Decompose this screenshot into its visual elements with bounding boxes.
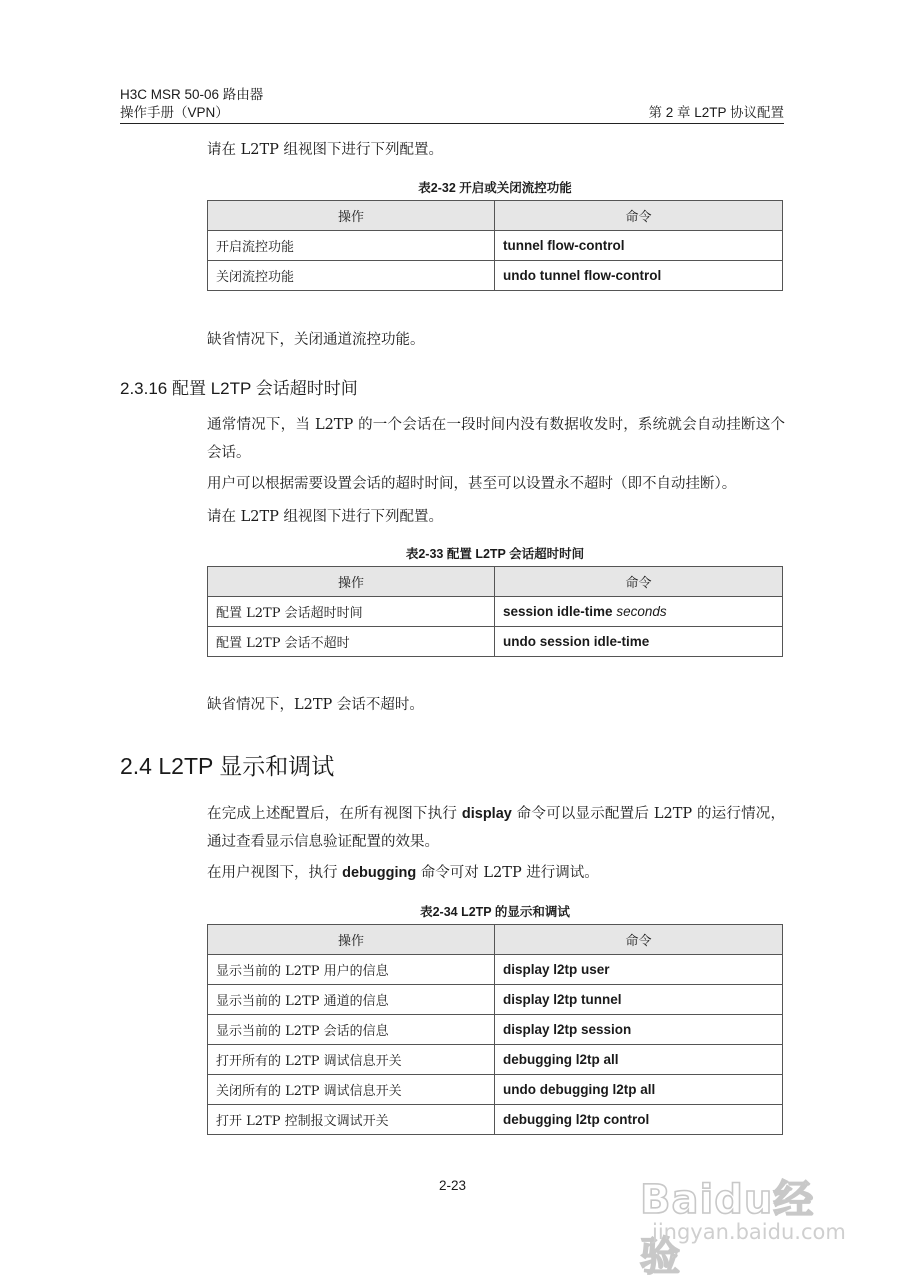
column-header-command: 命令 — [495, 201, 783, 231]
command-cell: undo debugging l2tp all — [495, 1075, 783, 1105]
column-header-operation: 操作 — [208, 925, 495, 955]
operation-cell: 配置 L2TP 会话不超时 — [208, 627, 495, 657]
command-cell: undo session idle-time — [495, 627, 783, 657]
table-row — [208, 627, 783, 657]
operation-cell: 关闭所有的 L2TP 调试信息开关 — [208, 1075, 495, 1105]
command-cell: undo tunnel flow-control — [495, 261, 783, 291]
table-row — [208, 261, 783, 291]
command-cell: tunnel flow-control — [495, 231, 783, 261]
block1-intro: 请在 L2TP 组视图下进行下列配置。 — [207, 142, 443, 158]
paragraph-text: 在完成上述配置后，在所有视图下执行 — [207, 806, 462, 822]
operation-cell: 关闭流控功能 — [208, 261, 495, 291]
paragraph-text: 命令可对 L2TP 进行调试。 — [416, 865, 599, 881]
section-2-3-16-note: 缺省情况下，L2TP 会话不超时。 — [207, 697, 424, 713]
command-text: session idle-time — [503, 604, 613, 619]
section-2-3-16-paragraph-2: 用户可以根据需要设置会话的超时时间，甚至可以设置永不超时（即不自动挂断）。 — [207, 476, 737, 492]
section-2-3-16-paragraph-3: 请在 L2TP 组视图下进行下列配置。 — [207, 509, 443, 525]
operation-cell: 开启流控功能 — [208, 231, 495, 261]
header-chapter: 第 2 章 L2TP 协议配置 — [648, 105, 784, 120]
paragraph-text: 在用户视图下，执行 — [207, 865, 343, 881]
column-header-command: 命令 — [495, 925, 783, 955]
section-2-4-paragraph-1 — [207, 800, 785, 856]
operation-cell: 打开所有的 L2TP 调试信息开关 — [208, 1045, 495, 1075]
table-2-32 — [207, 200, 783, 291]
table-2-34-caption: 表2-34 L2TP 的显示和调试 — [420, 905, 570, 919]
watermark-url: jingyan.baidu.com — [652, 1220, 846, 1244]
section-2-4-paragraph-2 — [207, 859, 785, 887]
table-row — [208, 1015, 783, 1045]
keyword-debugging: debugging — [342, 865, 417, 881]
section-2-3-16-heading: 2.3.16 配置 L2TP 会话超时时间 — [120, 379, 358, 398]
header-rule — [120, 123, 784, 124]
operation-cell: 显示当前的 L2TP 用户的信息 — [208, 955, 495, 985]
table-header-row — [208, 925, 783, 955]
column-header-command: 命令 — [495, 567, 783, 597]
operation-cell: 配置 L2TP 会话超时时间 — [208, 597, 495, 627]
operation-cell: 显示当前的 L2TP 通道的信息 — [208, 985, 495, 1015]
header-manual: 操作手册（VPN） — [120, 105, 229, 120]
page-number: 2-23 — [438, 1178, 467, 1193]
block1-note: 缺省情况下，关闭通道流控功能。 — [207, 332, 425, 348]
command-cell: debugging l2tp control — [495, 1105, 783, 1135]
table-row — [208, 1105, 783, 1135]
column-header-operation: 操作 — [208, 201, 495, 231]
table-2-32-caption: 表2-32 开启或关闭流控功能 — [418, 181, 572, 195]
paragraph-text: 命令可以显示配置后 L2TP 的运行情况，通过查看显示信息验证配置的效果。 — [207, 806, 786, 850]
table-row — [208, 1045, 783, 1075]
command-cell: debugging l2tp all — [495, 1045, 783, 1075]
table-header-row — [208, 201, 783, 231]
section-2-4-heading: 2.4 L2TP 显示和调试 — [120, 753, 335, 779]
baidu-jingyan-watermark-logo: Baidu经验 — [640, 1177, 815, 1280]
header-product: H3C MSR 50-06 路由器 — [120, 87, 264, 102]
table-2-33-caption: 表2-33 配置 L2TP 会话超时时间 — [405, 547, 585, 561]
table-2-34 — [207, 924, 783, 1135]
command-cell — [495, 597, 783, 627]
command-cell: display l2tp tunnel — [495, 985, 783, 1015]
table-row — [208, 597, 783, 627]
table-row — [208, 1075, 783, 1105]
keyword-display: display — [461, 806, 512, 822]
command-cell: display l2tp session — [495, 1015, 783, 1045]
column-header-operation: 操作 — [208, 567, 495, 597]
table-2-33 — [207, 566, 783, 657]
operation-cell: 打开 L2TP 控制报文调试开关 — [208, 1105, 495, 1135]
table-row — [208, 231, 783, 261]
table-row — [208, 985, 783, 1015]
table-header-row — [208, 567, 783, 597]
operation-cell: 显示当前的 L2TP 会话的信息 — [208, 1015, 495, 1045]
command-argument: seconds — [616, 604, 667, 619]
command-cell: display l2tp user — [495, 955, 783, 985]
section-2-3-16-paragraph-1: 通常情况下，当 L2TP 的一个会话在一段时间内没有数据收发时，系统就会自动挂断这个会话。 — [207, 417, 785, 461]
table-row — [208, 955, 783, 985]
